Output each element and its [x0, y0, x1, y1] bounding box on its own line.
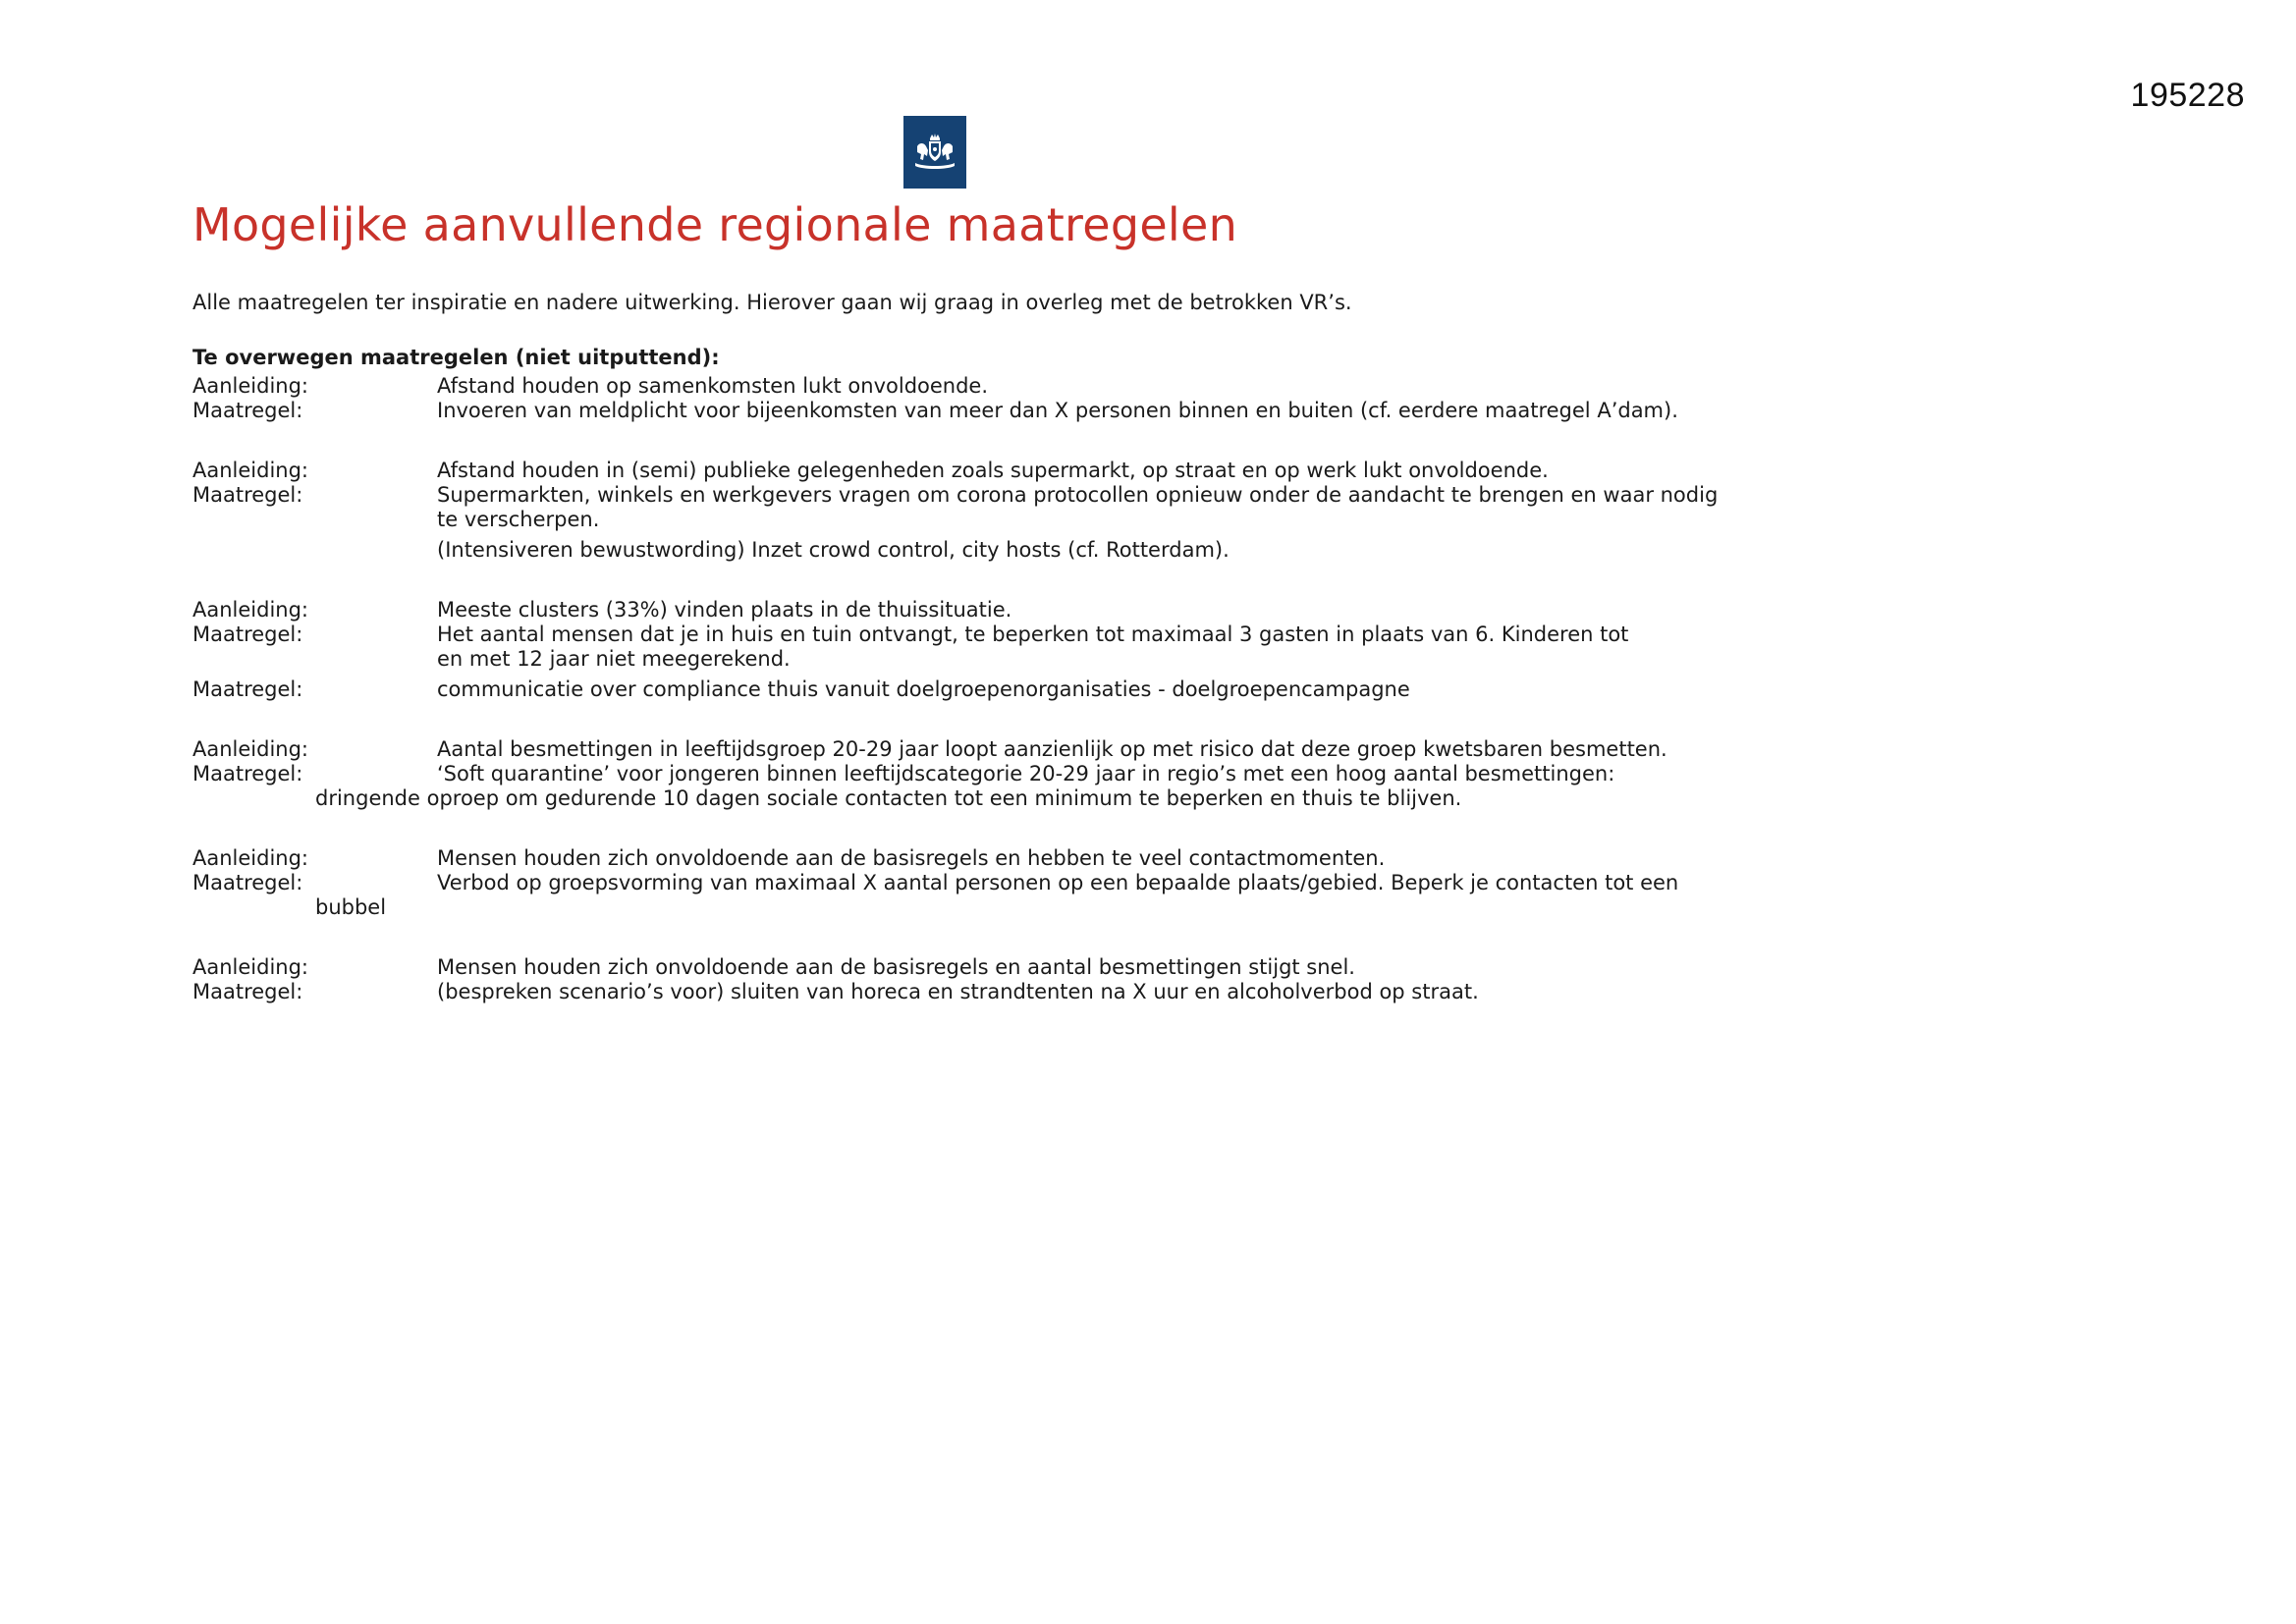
- aanleiding-row: [192, 374, 1764, 399]
- maatregel-continuation: dringende oproep om gedurende 10 dagen sociale contacten tot een minimum te beperken en thuis te blijven.: [315, 786, 1462, 810]
- measures-content: [192, 346, 1764, 1040]
- measure-block: [192, 374, 1764, 423]
- aanleiding-label: Aanleiding:: [192, 737, 309, 761]
- aanleiding-text: Afstand houden in (semi) publieke gelegenheden zoals supermarkt, op straat en op werk lukt onvoldoende.: [437, 459, 1549, 482]
- maatregel-row: [192, 483, 1764, 532]
- aanleiding-label: Aanleiding:: [192, 459, 309, 482]
- aanleiding-text: Aantal besmettingen in leeftijdsgroep 20-29 jaar loopt aanzienlijk op met risico dat deze groep kwetsbaren besmetten.: [437, 737, 1667, 761]
- page-title: Mogelijke aanvullende regionale maatregelen: [192, 198, 1238, 251]
- maatregel-text: Het aantal mensen dat je in huis en tuin ontvangt, te beperken tot maximaal 3 gasten in plaats van 6. Kinderen tot en met 12 jaar niet meegerekend.: [437, 623, 1629, 671]
- maatregel-row: [192, 399, 1764, 423]
- aanleiding-row: [192, 846, 1764, 871]
- maatregel-label: Maatregel:: [192, 677, 303, 701]
- document-number: 195228: [2130, 77, 2245, 114]
- maatregel-text: Invoeren van meldplicht voor bijeenkomsten van meer dan X personen binnen en buiten (cf. eerdere maatregel A’dam).: [437, 399, 1678, 422]
- aanleiding-label: Aanleiding:: [192, 955, 309, 979]
- intro-text: Alle maatregelen ter inspiratie en nadere uitwerking. Hierover gaan wij graag in overleg met de betrokken VR’s.: [192, 291, 1352, 314]
- aanleiding-row: [192, 598, 1764, 623]
- maatregel-continuation: bubbel: [315, 895, 387, 919]
- maatregel-row: [192, 980, 1764, 1004]
- measure-block: [192, 598, 1764, 702]
- maatregel-label: Maatregel:: [192, 399, 303, 422]
- maatregel-row: [192, 762, 1764, 786]
- aanleiding-text: Mensen houden zich onvoldoende aan de basisregels en aantal besmettingen stijgt snel.: [437, 955, 1355, 979]
- aanleiding-text: Afstand houden op samenkomsten lukt onvoldoende.: [437, 374, 989, 398]
- maatregel-row: [192, 623, 1764, 672]
- maatregel-row: [192, 677, 1764, 702]
- maatregel-row: [192, 871, 1764, 895]
- aanleiding-text: Meeste clusters (33%) vinden plaats in de thuissituatie.: [437, 598, 1012, 622]
- aanleiding-row: [192, 955, 1764, 980]
- aanleiding-row: [192, 459, 1764, 483]
- maatregel-label: Maatregel:: [192, 762, 303, 785]
- maatregel-text: (bespreken scenario’s voor) sluiten van horeca en strandtenten na X uur en alcoholverbod op straat.: [437, 980, 1479, 1003]
- aanleiding-text: Mensen houden zich onvoldoende aan de basisregels en hebben te veel contactmomenten.: [437, 846, 1386, 870]
- maatregel-label: Maatregel:: [192, 483, 303, 507]
- aanleiding-label: Aanleiding:: [192, 598, 309, 622]
- measure-block: [192, 737, 1764, 811]
- extra-row: [192, 538, 1764, 563]
- maatregel-text: Supermarkten, winkels en werkgevers vragen om corona protocollen opnieuw onder de aandacht te brengen en waar nodig te verscherpen.: [437, 483, 1719, 531]
- aanleiding-label: Aanleiding:: [192, 374, 309, 398]
- rijksoverheid-logo: [903, 116, 966, 189]
- maatregel-text: ‘Soft quarantine’ voor jongeren binnen leeftijdscategorie 20-29 jaar in regio’s met een hoog aantal besmettingen:: [437, 762, 1615, 785]
- extra-text: (Intensiveren bewustwording) Inzet crowd control, city hosts (cf. Rotterdam).: [437, 538, 1230, 562]
- measure-block: [192, 846, 1764, 920]
- coat-of-arms-icon: [909, 133, 960, 172]
- maatregel-label: Maatregel:: [192, 980, 303, 1003]
- measure-block: [192, 459, 1764, 563]
- aanleiding-row: [192, 737, 1764, 762]
- section-heading: Te overwegen maatregelen (niet uitputtend):: [192, 346, 720, 369]
- measure-block: [192, 955, 1764, 1004]
- aanleiding-label: Aanleiding:: [192, 846, 309, 870]
- maatregel-label: Maatregel:: [192, 623, 303, 646]
- maatregel-label: Maatregel:: [192, 871, 303, 894]
- maatregel-text: Verbod op groepsvorming van maximaal X aantal personen op een bepaalde plaats/gebied. Beperk je contacten tot een: [437, 871, 1679, 894]
- maatregel-text: communicatie over compliance thuis vanuit doelgroepenorganisaties - doelgroepencampagne: [437, 677, 1410, 701]
